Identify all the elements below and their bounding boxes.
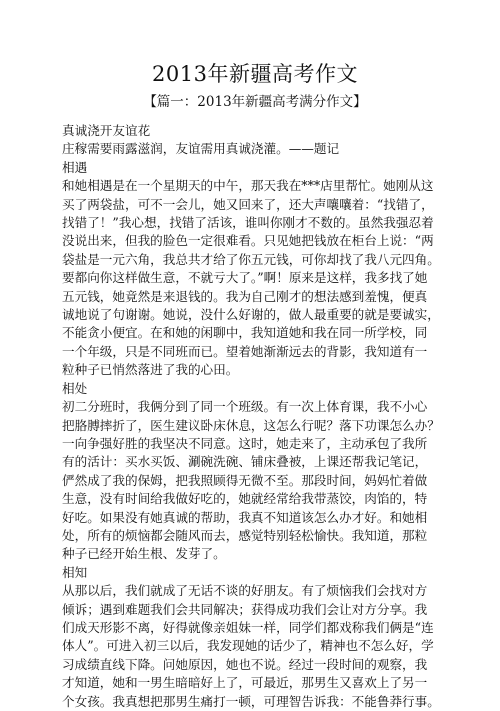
text-line: 们成天形影不离，好得就像亲姐妹一样，同学们都戏称我们俩是“连 <box>62 619 434 635</box>
text-line: 相处 <box>62 380 88 396</box>
text-line: 生意，没有时间给我做好吃的，她就经常给我带蒸饺，肉馅的，特 <box>62 491 428 507</box>
text-line: 要都向你这样做生意，不就亏大了。”啊！原来是这样，我多找了她 <box>62 270 428 286</box>
text-line: 初二分班时，我俩分到了同一个班级。有一次上体育课，我不小心 <box>62 399 428 415</box>
text-line: 相知 <box>62 564 88 580</box>
text-line: 从那以后，我们就成了无话不谈的好朋友。有了烦恼我们会找对方 <box>62 583 428 599</box>
text-line: 一个年级，只是不同班而已。望着她渐渐远去的背影，我知道有一 <box>62 343 428 359</box>
text-line: 个女孩。我真想把那男生痛打一顿，可理智告诉我：不能鲁莽行事。 <box>62 693 440 709</box>
text-line: 粒种子已悄然落进了我的心田。 <box>62 362 239 378</box>
text-line: 才知道，她和一男生暗暗好上了，可最近，那男生又喜欢上了另一 <box>62 675 428 691</box>
text-line: 习成绩直线下降。问她原因，她也不说。经过一段时间的观察，我 <box>62 656 428 672</box>
text-line: 有的活计：买水买饭、涮碗洗碗、铺床叠被，上课还帮我记笔记， <box>62 454 428 470</box>
text-line: 把胳膊摔折了，医生建议卧床休息，这怎么行呢？落下功课怎么办？ <box>62 417 440 433</box>
text-line: 真诚浇开友谊花 <box>62 123 151 138</box>
text-line: 找错了！”我心想，找错了活该，谁叫你刚才不数的。虽然我强忍着 <box>62 215 434 231</box>
text-line: 五元钱，她竟然是来退钱的。我为自己刚才的想法感到羞愧，便真 <box>62 288 428 304</box>
text-line: 买了两袋盐，可不一会儿，她又回来了，还大声嚷嚷着：“找错了， <box>62 196 434 212</box>
document-subtitle: 【篇一：2013年新疆高考满分作文】 <box>143 94 367 110</box>
text-line: 好吃。如果没有她真诚的帮助，我真不知道该怎么办才好。和她相 <box>62 509 428 525</box>
text-line: 诚地说了句谢谢。她说，没什么好谢的，做人最重要的就是要诚实， <box>62 307 440 323</box>
document-body <box>62 122 448 711</box>
text-line: 和她相遇是在一个星期天的中午，那天我在***店里帮忙。她刚从这 <box>62 178 434 194</box>
text-line: 相遇 <box>62 159 88 175</box>
text-line: 袋盐是一元六角，我总共才给了你五元钱，可你却找了我八元四角。 <box>62 251 440 267</box>
text-line: 处，所有的烦恼都会随风而去，感觉特别轻松愉快。我知道，那粒 <box>62 527 428 543</box>
document-title: 2013年新疆高考作文 <box>152 62 358 86</box>
text-line: 没说出来，但我的脸色一定很难看。只见她把钱放在柜台上说：“两 <box>62 233 434 249</box>
text-line: 种子已经开始生根、发芽了。 <box>62 546 226 562</box>
text-line: 不能贪小便宜。在和她的闲聊中，我知道她和我在同一所学校，同 <box>62 325 428 341</box>
text-line: 俨然成了我的保姆，把我照顾得无微不至。那段时间，妈妈忙着做 <box>62 472 428 488</box>
text-line: 一向争强好胜的我坚决不同意。这时，她走来了，主动承包了我所 <box>62 435 428 451</box>
text-line: 倾诉；遇到难题我们会共同解决；获得成功我们会让对方分享。我 <box>62 601 428 617</box>
text-line: 体人”。可进入初三以后，我发现她的话少了，精神也不怎么好，学 <box>62 638 434 654</box>
text-line: 庄稼需要雨露滋润，友谊需用真诚浇灌。——题记 <box>62 141 340 157</box>
